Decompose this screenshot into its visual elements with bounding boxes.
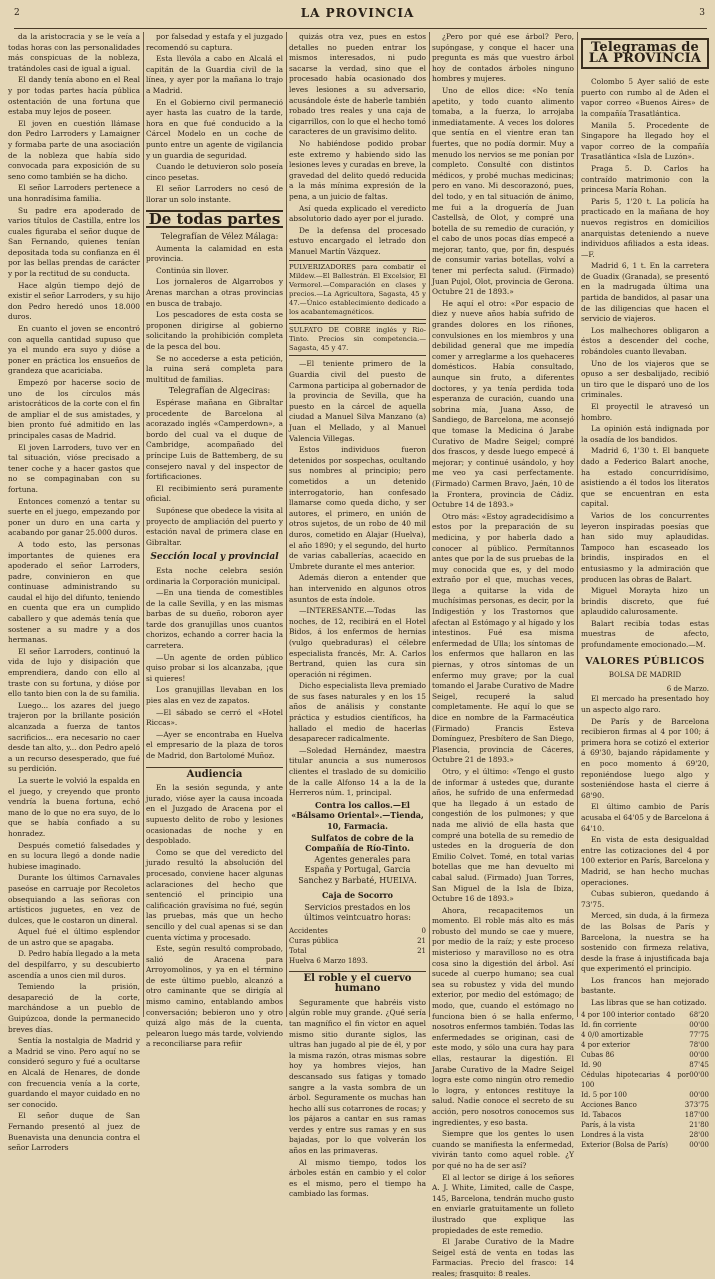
paragraph: De la defensa del procesado estuvo encargado el letrado don Manuel Martín Vázquez. — [289, 225, 426, 256]
paragraph: Ahora, recapacitemos un momento. El roble más alto es más robusto del mundo se cae y muere, por medio de la raíz; y este proceso misterioso y maravilloso no es otra cosa sino la digestión del árbol. Así sucede al cuerpo humano; sea cual sea su robustez y vida del mundo exterior, por medio del estómago; de modo, que, cuando el estómago no funciona bien ó se halla enfermo, nosotros enfermos también. Todas las enfermedades se originan, casi de este modo, y sólo una cura hay para ellas, restaurar la digestión. El Jarabe Curativo de la Madre Seigel logra este como ningún otro remedio lo logra, y entonces restituye la salud. Nadie conoce el secreto de su acción, pero nosotros conocemos sus ingredientes, y eso basta. — [432, 905, 574, 1127]
paragraph: Seguramente que habréis visto algún roble muy grande. ¿Qué sería tan magnífico el fin víctor en aquel mismo sitio durante siglos, las ultras han jugado al pie de él, y por la misma razón, otras mismas sobre hoy ya hombres viejos, han descansado sus fatigas y tomado sangre a la vasta sombra de un árbol. Seguramente os muchas han hecho allí sus cotarrones de rocas; y los pájaros a cantar en sus ramas verdes y entre sus ramas y en sus bajadas, por lo que volverán los años en las primaveras. — [289, 997, 426, 1156]
table-row: Acciones Banco 373'75 — [581, 1100, 709, 1109]
notice: Contra los callos.—El «Bálsamo Oriental».—Tienda, 10, Farmacia. — [291, 799, 424, 831]
paragraph: De París y de Barcelona recibieron firmas al 4 por 100; á primera hora se cotizó el exterior á 69'30, bajando rápidamente y en poco momento á 69'20, reponiéndose luego algo y sosteniéndose hasta el cierre á 68'90. — [581, 716, 709, 800]
paragraph: Durante los últimos Carnavales paseóse en carruaje por Recoletos obsequiando a las señoras con artísticos juguetes, en vez de dulces, que le costaron un dineral. — [8, 873, 140, 925]
paragraph: El señor Larroders no cesó de llorar un solo instante. — [146, 184, 283, 204]
paragraph: Espérase mañana en Gibraltar procedente de Barcelona al acorazado inglés «Camperdown», a bordo del cual va el duque de Cambridge, acompañado del príncipe Luis de Battemberg, de su consejero naval y del inspector de fortificaciones. — [146, 398, 283, 482]
paragraph: Entonces comenzó a tentar su suerte en el juego, empezando por poner un duro en una carta y acabando por ganar 25.000 duros. — [8, 496, 140, 538]
paragraph: Aumenta la calamidad en esta provincia. — [146, 243, 283, 264]
paragraph: Se no accederse a esta petición, la ruina será completa para multitud de familias. — [146, 353, 283, 384]
section-heading: De todas partes — [146, 210, 283, 229]
table-row: 4 0/0 amortizable 77'75 — [581, 1030, 709, 1039]
column-1 — [8, 32, 140, 1153]
paragraph: La suerte le volvió la espalda en el juego, y creyendo que pronto vendría la buena fortuna, echó mano de lo que no era suyo, de lo que se había confiado a su honradez. — [8, 775, 140, 838]
telegram: Los malhechores obligaron a éstos a descender del coche, robándoles cuanto llevaban. — [581, 325, 709, 357]
paragraph: Así queda explicado el veredicto absolutorio dado ayer por el jurado. — [289, 203, 426, 224]
report-date: Huelva 6 Marzo 1893. — [289, 956, 368, 965]
paragraph: No habiéndose podido probar este extremo y habiendo sido las lesiones leves y curadas en breve, la gravedad del delito quedó reducida a la más mínima expresión de la pena, a un juicio de faltas. — [289, 138, 426, 201]
page-number-right: 3 — [699, 8, 705, 18]
paragraph: Supónese que obedece la visita al proyecto de ampliación del puerto y estación naval de primera clase en Gibraltar. — [146, 505, 283, 547]
paragraph: Su padre era apoderado de varios títulos de Castilla, entre los cuales figuraba el señor duque de San Fernando, quienes tenían depositada toda su confianza en él por las bellas prendas de carácter y por la rectitud de su conducta. — [8, 205, 140, 279]
page-number-left: 2 — [14, 8, 20, 18]
paragraph: Los jornaleros de Algarrobos y Arenas marchan a otras provincias en busca de trabajo. — [146, 277, 283, 308]
report-subtitle: Servicios prestados en los últimos veintcuatro horas: — [304, 902, 411, 922]
paragraph: He aquí el otro: «Por espacio de diez y nueve años había sufrido de grandes dolores en los riñones, convulsiones en los miembros y una debilidad general que me impedía comer y arreglarme a los quehaceres domésticos. Había consultado, aunque sin fruto, a diferentes doctores, y ya tenía perdida toda esperanza de curación, cuando una sobrina mía, Juana Asso, de Sandiego, de Barcelona, me aconsejó que tomase la Medicina ó Jarabe Curativo de Madre Seigel; compré dos frascos, y desde luego empecé á mejorar; y continué usándolo, y hoy me veo ya casi perfectamente. (Firmado) Carmen Bravo, Jaén, 10 de la Frontera, provincia de Cádiz. Octubre 14 de 1893.» — [432, 298, 574, 510]
newspaper-title: LA PROVINCIA — [300, 6, 415, 20]
paragraph: El al lector se dirige á los señores A. J. White, Limited, calle de Caspe, 145, Barcelona, tendrán mucho gusto en enviarle gratuitamente un folleto ilustrado que explique las propiedades de este remedio. — [432, 1172, 574, 1235]
paragraph: El señor Larroders, continuó la vida de lujo y disipación que emprendiera, dando con ello al traste con su fortuna, y dióse por ello tanto bien con la de su familia. — [8, 646, 140, 699]
telegram: Paris 5, 1'20 t. La policía ha practicado en la mañana de hoy nuevos registros en domicilios anarquistas deteniendo a nueve individuos afiliados a esta ideas.—F. — [581, 196, 709, 259]
paragraph: El último cambio de París acusaba el 64'05 y de Barcelona á 64'10. — [581, 802, 709, 833]
paragraph: El señor Larroders pertenece a una honradísima familia. — [8, 183, 140, 203]
paragraph: En cuanto el joven se encontró con aquella cantidad supuso que ya el mundo era suyo y dióse a poner en práctica los ensueños de grandeza que acariciaba. — [8, 324, 140, 376]
section-subheading: BOLSA DE MADRID — [608, 671, 682, 680]
paragraph: Aquel fué el último esplendor de un astro que se apagaba. — [8, 927, 140, 947]
stock-quotes-table — [581, 1010, 709, 1150]
telegram: Madrid 6, 1 t. En la carretera de Guadix (Granada), se presentó en la madrugada última una partida de bandidos, al pasar una de las diligencias que hacen el servicio de viajeros. — [581, 261, 709, 324]
paragraph: El dandy tenía abono en el Real y por todas partes hacía pública ostentación de una fortuna que estaba muy lejos de poseer. — [8, 75, 140, 117]
paragraph: Como se que del veredicto del jurado resultó la absolución del procesado, conviene hacer algunas aclaraciones del hecho que sentenció el principio una calificación gravísima no fué, según las pruebas, más que un hecho sencillo y del cual apenas si se dan cuenta víctima y procesado. — [146, 847, 283, 942]
paragraph: Esta llevóla a cabo en Alcalá el capitán de la Guardia civil de la línea, y ayer por la mañana lo trajo a Madrid. — [146, 54, 283, 95]
notice: Sulfatos de cobre de la Compañía de Río-Tinto. — [305, 832, 414, 854]
dateline: Telegrafían de Vélez Málaga: — [160, 232, 279, 242]
telegram: Madrid 6, 1'30 t. El banquete dado a Federico Balart anoche, ha estado concurridísimo, asistiendo a él todos los literatos que se encuentran en esta capital. — [581, 446, 709, 509]
report-row: Accidentes 0 — [289, 926, 426, 935]
telegram: El proyectil le atravesó un hombro. — [581, 402, 709, 422]
column-3 — [289, 32, 426, 1199]
report-date: 6 de Marzo. — [666, 684, 709, 693]
section-heading: VALORES PÚBLICOS — [585, 655, 705, 667]
table-row: París, á la vista 21'80 — [581, 1120, 709, 1129]
paragraph: Los francos han mejorado bastante. — [581, 975, 709, 996]
paragraph: Luego... los azares del juego trajeron por la brillante posición alcanzada a fuerza de tantos sacrificios... era necesario no caer desde tan alto, y... don Pedro apeló a un recurso desesperado, que fué su perdición. — [8, 700, 140, 774]
paragraph: Continúa sin llover. — [156, 265, 229, 275]
paragraph: —El teniente primero de la Guardia civil del puesto de Carmona participa al gobernador de la provincia de Sevilla, que ha puesto en la cárcel de aquella ciudad a Manuel Silva Manzano (a) Juan el Mellado, y al Manuel Valencia Villegas. — [289, 359, 426, 443]
paragraph: El recibimiento será puramente oficial. — [146, 483, 283, 504]
telegram: Uno de los viajeros que se opuso a ser desbalijado, recibió un tiro que le disparó uno de los criminales. — [581, 358, 709, 400]
paragraph: El mercado ha presentado hoy un aspecto algo raro. — [581, 694, 709, 715]
telegram: Manila 5. Procedente de Singapore ha llegado hoy el vapor correo de la compañía Trasatlántica «Isla de Luzón». — [581, 120, 709, 162]
table-row: Id. 5 por 100 00'00 — [581, 1090, 709, 1099]
paragraph: Los granujillas llevaban en los pies alas en vez de zapatos. — [146, 685, 283, 706]
paragraph: ¿Pero por qué ese árbol? Pero, supóngase, y conque el hacer una pregunta es más que vuestro árbol hoy de contados árboles ninguno hombres y mujeres. — [432, 32, 574, 84]
paragraph: Después cometió falsedades y en su locura llegó a donde nadie hubiese imaginado. — [8, 840, 140, 871]
section-heading: El roble y el cuervo humano — [289, 971, 426, 995]
table-row: 4 por 100 interior contado 68'20 — [581, 1010, 709, 1019]
paragraph: —Soledad Hernández, maestra titular anuncia a sus numerosos clientes el traslado de su domicilio de la calle Alfonso 14 a la de la Herreros núm. 1, principal. — [289, 745, 426, 798]
telegram: Balart recibía todas estas muestras de afecto, profundamente emocionado.—M. — [581, 618, 709, 650]
table-row: 4 por exterior 78'00 — [581, 1040, 709, 1049]
telegram: Miguel Morayta hizo un brindis discreto, que fué aplaudido calurosamente. — [581, 586, 709, 617]
paragraph: Siempre que los gentes lo usen cuando se manifiesta la enfermedad, vivirán tanto como aquel roble. ¿Y por qué no ha de ser así? — [432, 1129, 574, 1170]
paragraph: —INTERESANTE.—Todas las noches, de 12, recibirá en el Hotel Bidos, á los enfermos de hernias (vulgo quebraduras) el célebre especialista francés, Mr. A. Carlos Bertrand, quien las cura sin operación ni régimen. — [289, 606, 426, 679]
masthead — [0, 0, 715, 26]
report-row: Total 21 — [289, 946, 426, 955]
paragraph: El señor duque de San Fernando presentó al juez de Buenavista una denuncia contra el señor Larroders — [8, 1111, 140, 1153]
paragraph: Merced, sin duda, á la firmeza de las Bolsas de París y Barcelona, la nuestra se ha sostenido con firmeza relativa, desde la frase á injustificada baja que experimentó el principio. — [581, 911, 709, 974]
paragraph: Temiendo la prisión, desapareció de la corte, marchándose a un pueblo de Guipúzcoa, donde la permanecido breves días. — [8, 982, 140, 1034]
column-divider — [429, 32, 430, 1017]
paragraph: —El sábado se cerró el «Hotel Riccas». — [146, 707, 283, 728]
paragraph: Otro más: «Estoy agradecidísimo a estos por la preparación de su medicina, y por haberla dado a conocer al público. Permítannos antes que por la de sus pruebas de la muy conocida que es, y del modo extraño por el que, muchas veces, llega a quitarse la vida de muchísimas personas, es decir, por la Indigestión y los Trastornos que afectan al Estómago y al hígado y los intestinos. Fué esa misma enfermedad de Ulla; los síntomas de los enfermos que hallaron en las piernas, y otros síntomas de un enfermo muy grave; por la cual tomando el Jarabe Curativo de Madre Seigel, recuperé la salud completamente. He aquí lo que se dice en nombre de la Farmacéutica (Firmado) Francis Esteva Domínguez, Presbítero de San Diego, Plasencia, provincia de Cáceres, Octubre 21 de 1893.» — [432, 511, 574, 765]
paragraph: Uno de ellos dice: «No tenía apetito, y todo cuanto alimento tomaba, a la fuerza, lo arrojaba inmediatamente. A veces los dolores que sentía en el vientre eran tan fuertes, que no podía dormir. Muy a menudo los nervios se me ponían por completo. Consulté con distintos médicos, y probé muchas medicinas; pero en vano. Mi descorazonó, pues, del todo, y en tal situación de ánimo, me fui a la droguería de Juan Castellsà, de Olot, y compré una botella de su remedio de curación, y el cabo de unos pocas días empecé a mejorar, tanto, que, por fin, después de consumir varias botellas, volví a tener mi perfecta salud. (Firmado) Juan Pujol, Olot, provincia de Gerona. Octubre 21 de 1893.» — [432, 85, 574, 297]
paragraph: Sentía la nostalgia de Madrid y a Madrid se vino. Pero aquí no se consideró seguro y fué a ocultarse en Alcalá de Henares, de donde con frecuencia venía a la corte, guardando el mayor cuidado en no ser conocido. — [8, 1036, 140, 1109]
paragraph: Hace algún tiempo dejó de existir el señor Larroders, y su hijo don Pedro heredó unos 18.000 duros. — [8, 280, 140, 322]
paragraph: —Un agente de orden público quiso probar si los alcanzaba, ¡que si quieres! — [146, 652, 283, 683]
report-row: Curas pública 21 — [289, 936, 426, 945]
paragraph: —Ayer se encontraba en Huelva el empresario de la plaza de toros de Madrid, don Bartolomé Muñoz. — [146, 729, 283, 760]
dateline: Telegrafían de Algeciras: — [168, 386, 271, 396]
table-row: Id. Tabacos 187'00 — [581, 1110, 709, 1119]
masthead-rule — [14, 28, 707, 29]
table-row: Cubas 86 00'00 — [581, 1050, 709, 1059]
paragraph: Estos individuos fueron detenidos por sospechas, ocultando sus nombres al principio; pero cometidos a un detenido interrogatorio, han confesado llamarse como queda dicho, y ser autores, el primero, en unión de otros sujetos, de un robo de 40 mil duros, cometido en Alajar (Huelva), el año 1890; y el segundo, del hurto de varias caballerías, acaecido en Umbrete durante el mes anterior. — [289, 445, 426, 571]
column-5 — [581, 32, 709, 1149]
paragraph: D. Pedro había llegado a la meta del despilfarro, y su descubierto ascendía a unos cien mil duros. — [8, 949, 140, 980]
telegram: Praga 5. D. Carlos ha contraído matrimonio con la princesa María Rohan. — [581, 163, 709, 195]
paragraph: El joven Larroders, tuvo ver en tal situación, vióse precisado a tener coche y a hacer gastos que no se compaginaban con su fortuna. — [8, 442, 140, 494]
telegram: La opinión está indignada por la osadía de los bandidos. — [581, 424, 709, 444]
paragraph: Empezó por hacerse socio de uno de los círculos más aristocráticos de la corte con el fin de ampliar el de sus amistades, y bien pronto fué admitido en las principales casas de Madrid. — [8, 378, 140, 440]
column-divider — [286, 32, 287, 1017]
section-heading: Sección local y provincial — [150, 552, 279, 563]
relief-fund-report — [289, 890, 426, 966]
paragraph: Esta noche celebra sesión ordinaria la Corporación municipal. — [146, 565, 283, 586]
paragraph: En el Gobierno civil permaneció ayer hasta las cuatro de la tarde, hora en que fué conducido a la Cárcel Modelo en un coche de punto entre un agente de vigilancia y un guardia de seguridad. — [146, 97, 283, 160]
paragraph: Las libras que se han cotizado. — [591, 998, 707, 1008]
paragraph: El Jarabe Curativo de la Madre Seigel está de venta en todas las Farmacias. Precio del frasco: 14 reales; frasquito: 8 reales. — [432, 1237, 574, 1278]
paragraph: Al mismo tiempo, todos los árboles están en cambio y el color es el mismo, pero el tiempo ha cambiado las formas. — [289, 1157, 426, 1199]
telegrams-heading: Telegramas de LA PROVINCIA — [581, 38, 709, 69]
section-heading: Audiencia — [146, 767, 283, 781]
paragraph: da la aristocracia y se le veía a todas horas con las personalidades más conspicuas de la nobleza, tratándoles casi de igual a igual. — [8, 32, 140, 73]
paragraph: En la sesión segunda, y ante jurado, vióse ayer la causa incoada en el Juzgado de Aracena por el supuesto delito de robo y lesiones ocasionadas de noche y en despoblado. — [146, 783, 283, 846]
advertisement: SULFATO DE COBRE inglés y Rio-Tinto. Precios sin competencia.—Sagasta, 45 y 47. — [289, 323, 426, 356]
paragraph: A todo esto, las personas importantes de quienes era apoderado el señor Larroders, padre, convinieron en que continuase administrando su caudal el hijo del difunto, teniendo en cuenta que era un cumplido caballero y que además tenía que sostener a su madre y a dos hermanas. — [8, 539, 140, 645]
column-divider — [143, 32, 144, 1017]
paragraph: Cubas subieron, quedando á 73'75. — [581, 889, 709, 909]
paragraph: quizás otra vez, pues en estos detalles no pueden entrar los mismos interesados, ni pudo sacarse la verdad, sino que el procesado había ocasionado dos leves lesiones a su adversario, acusándole éste de haberle también robado tres reales y una caja de cigarrillos, con lo que el hecho tomó caracteres de un gravísimo delito. — [289, 32, 426, 137]
table-row: Cédulas hipotecarias 4 por 100 00'00 — [581, 1070, 709, 1089]
column-2 — [146, 32, 283, 1049]
paragraph: Este, según resultó comprobado, salió de Aracena para Arroyomolinos, y ya en el término de este último pueblo, alcanzó a otro caminante que se dirigía al mismo camino, entablando ambos conversación; bebieron uno y otro quizá algo más de la cuenta, pelearon luego más tarde, volviendo a reconciliarse para refiir — [146, 944, 283, 1049]
table-row: Londres á la vista 28'00 — [581, 1130, 709, 1139]
paragraph: Cuando le detuvieron solo poseía cinco pesetas. — [146, 162, 283, 182]
paragraph: Otro, y el último: «Tengo el gusto de informar á ustedes que, durante años, he sufrido de una enfermedad que ha llegado á un estado de congestión de los pulmones; y que nada me alivió de ella hasta que compré una botella de su remedio de ustedes en la droguería de don Emilio Colvet. Tomé, en total varias botellas que me han devuelto mi cabal salud. (Firmado) Juan Torres, San Miguel de la Isla de Ibiza, Octubre 16 de 1893.» — [432, 766, 574, 904]
telegram: Varios de los concurrentes leyeron inspiradas poesías que han sido muy aplaudidas. Tampoco han escaseado los brindis, inspirados en el entusiasmo y la admiración que producen las obras de Balart. — [581, 510, 709, 584]
column-4 — [432, 32, 574, 1278]
telegram: Colombo 5 Ayer salió de este puerto con rumbo al de Aden el vapor correo «Buenos Aires» de la compañía Trasatlántica. — [581, 77, 709, 118]
paragraph: Además dieron a entender que han intervenido en algunos otros asuntos de esta índole. — [289, 573, 426, 604]
table-row: Id. fin corriente 00'00 — [581, 1020, 709, 1029]
column-divider — [577, 32, 578, 1017]
table-row: Id. 90 87'45 — [581, 1060, 709, 1069]
paragraph: —En una tienda de comestibles de la calle Sevilla, y en las mismas barbas de su dueño, roboron ayer tarde dos granujillas unos cuantos chorizos, echando a correr hacia la carretera. — [146, 588, 283, 651]
table-row: Exterior (Bolsa de París) 00'00 — [581, 1140, 709, 1149]
paragraph: Dicho especialista lleva premiado de sus fases naturales y en los 15 años de análisis y constante práctica y estudios científicos, ha hallado el medio de hacerlas desaparecer radicalmente. — [289, 681, 426, 744]
notice: Agentes generales para España y Portugal, Garcia Sanchez y Barbaté, HUELVA. — [298, 854, 417, 885]
paragraph: Los pescadores de esta costa se proponen dirigirse al gobierno solicitando la prohibición completa de la pesca del bou. — [146, 310, 283, 352]
paragraph: por falsedad y estafa y el juzgado recomendó su captura. — [146, 32, 283, 52]
paragraph: El joven en cuestión llámase don Pedro Larroders y Lamaigner y formaba parte de una asociación de la nobleza que había sido convocada para exposición de su seno como también se ha dicho. — [8, 118, 140, 181]
advertisement: PULVERIZADORES para combatir el Mildew.—El Ballestrán. El Excelsior, El Vermorel.—Comparación en clases y precios.—La Agricultora, Sagasta, 45 y 47.—Único establecimiento dedicado a los acabantemagnéticos. — [289, 260, 426, 320]
paragraph: En vista de esta desigualdad entre las cotizaciones del 4 por 100 exterior en París, Barcelona y Madrid, se han hecho muchas operaciones. — [581, 835, 709, 887]
report-title: Caja de Socorro — [322, 889, 393, 900]
